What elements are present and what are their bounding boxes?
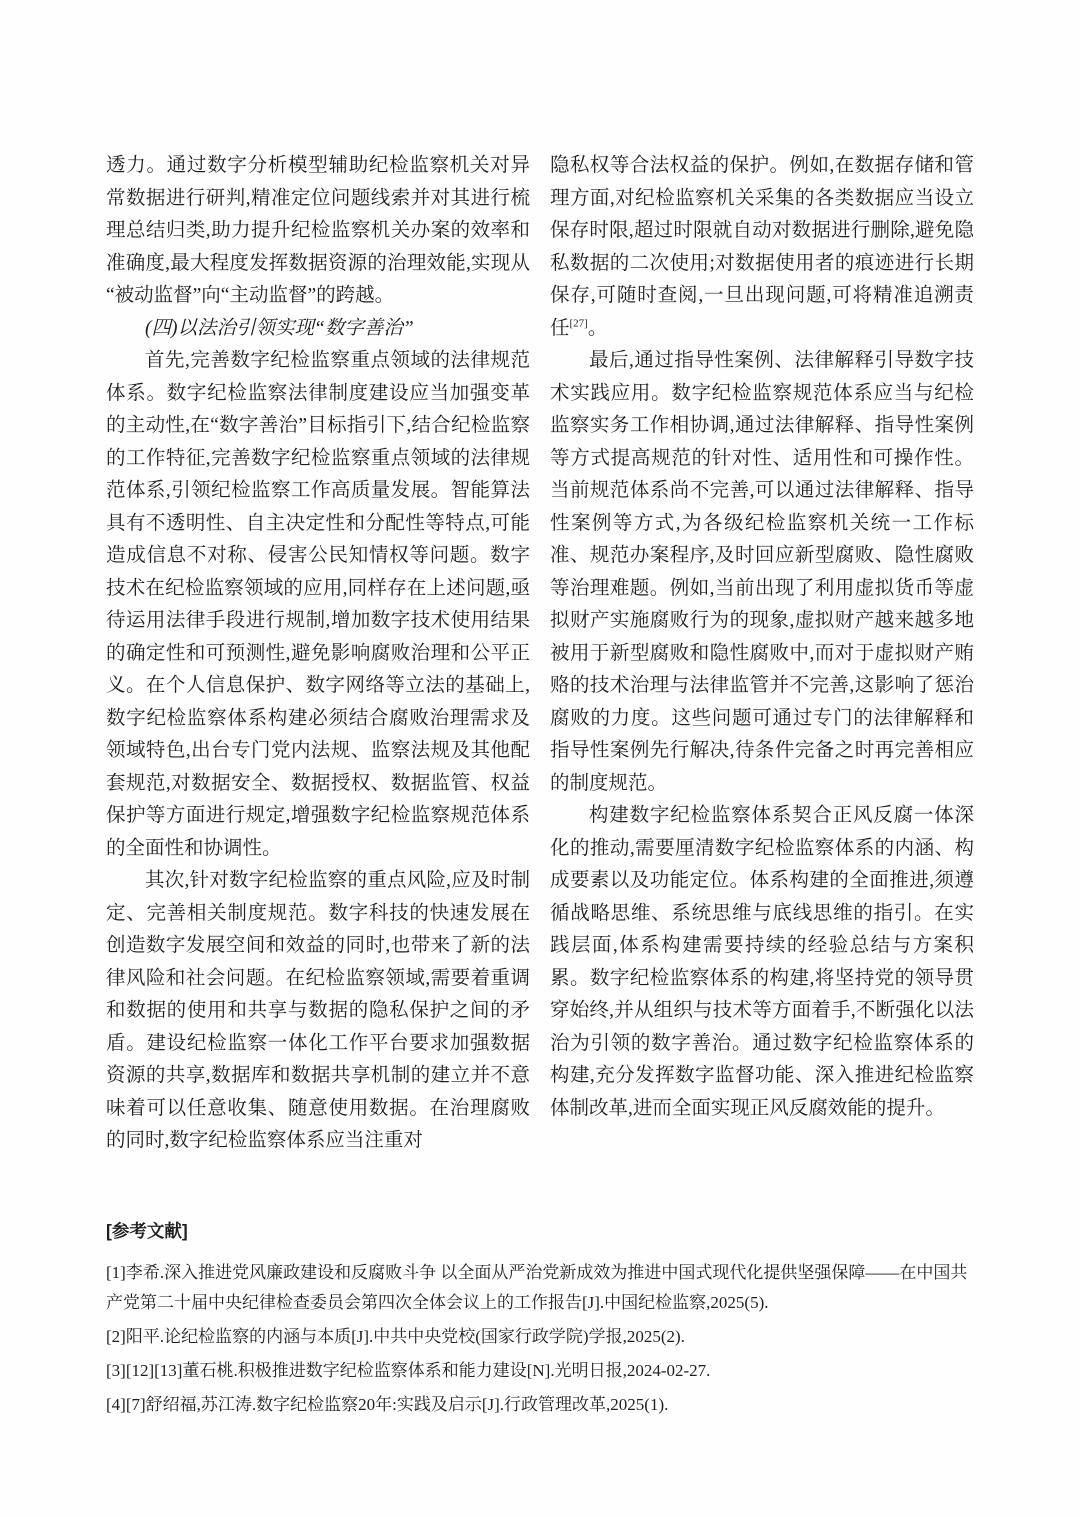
left-column [106, 150, 530, 1158]
paragraph-text: 隐私权等合法权益的保护。例如,在数据存储和管理方面,对纪检监察机关采集的各类数据应当设立保存时限,超过时限就自动对数据进行删除,避免隐私数据的二次使用;对数据使用者的痕迹进行长期保存,可随时查阅,一旦出现问题,可将精准追溯责任 [550, 155, 974, 339]
right-column [550, 150, 974, 1158]
paragraph-continuation: 透力。通过数字分析模型辅助纪检监察机关对异常数据进行研判,精准定位问题线索并对其进行梳理总结归类,助力提升纪检监察机关办案的效率和准确度,最大程度发挥数据资源的治理效能,实现从“被动监督”向“主动监督”的跨越。 [106, 155, 530, 306]
reference-item: [1]李希.深入推进党风廉政建设和反腐败斗争 以全面从严治党新成效为推进中国式现代化提供坚强保障——在中国共产党第二十届中央纪律检查委员会第四次全体会议上的工作报告[J].中国纪检监察,2025(5). [106, 1263, 968, 1312]
reference-item: [4][7]舒绍福,苏江涛.数字纪检监察20年:实践及启示[J].行政管理改革,2025(1). [106, 1395, 669, 1414]
paragraph-continuation [550, 150, 974, 345]
reference-item: [3][12][13]董石桃.积极推进数字纪检监察体系和能力建设[N].光明日报,2024-02-27. [106, 1361, 711, 1380]
references-heading: [参考文献] [106, 1221, 188, 1241]
citation-superscript: [27] [569, 317, 588, 329]
paragraph: 构建数字纪检监察体系契合正风反腐一体深化的推动,需要厘清数字纪检监察体系的内涵、构成要素以及功能定位。体系构建的全面推进,须遵循战略思维、系统思维与底线思维的指引。在实践层面,体系构建需要持续的经验总结与方案积累。数字纪检监察体系的构建,将坚持党的领导贯穿始终,并从组织与技术等方面着手,不断强化以法治为引领的数字善治。通过数字纪检监察体系的构建,充分发挥数字监督功能、深入推进纪检监察体制改革,进而全面实现正风反腐效能的提升。 [550, 805, 974, 1119]
paragraph: 其次,针对数字纪检监察的重点风险,应及时制定、完善相关制度规范。数字科技的快速发展在创造数字发展空间和效益的同时,也带来了新的法律风险和社会问题。在纪检监察领域,需要着重调和数据的使用和共享与数据的隐私保护之间的矛盾。建设纪检监察一体化工作平台要求加强数据资源的共享,数据库和数据共享机制的建立并不意味着可以任意收集、随意使用数据。在治理腐败的同时,数字纪检监察体系应当注重对 [106, 870, 530, 1151]
section-heading: (四)以法治引领实现“数字善治” [145, 317, 414, 339]
article-columns [106, 150, 974, 1158]
paragraph: 首先,完善数字纪检监察重点领域的法律规范体系。数字纪检监察法律制度建设应当加强变革的主动性,在“数字善治”目标指引下,结合纪检监察的工作特征,完善数字纪检监察重点领域的法律规范体系,引领纪检监察工作高质量发展。智能算法具有不透明性、自主决定性和分配性等特点,可能造成信息不对称、侵害公民知情权等问题。数字技术在纪检监察领域的应用,同样存在上述问题,亟待运用法律手段进行规制,增加数字技术使用结果的确定性和可预测性,避免影响腐败治理和公平正义。在个人信息保护、数字网络等立法的基础上,数字纪检监察体系构建必须结合腐败治理需求及领域特色,出台专门党内法规、监察法规及其他配套规范,对数据安全、数据授权、数据监管、权益保护等方面进行规定,增强数字纪检监察规范体系的全面性和协调性。 [106, 350, 530, 859]
paragraph-text: 。 [587, 317, 608, 339]
reference-item: [2]阳平.论纪检监察的内涵与本质[J].中共中央党校(国家行政学院)学报,2025(2). [106, 1327, 685, 1346]
paragraph: 最后,通过指导性案例、法律解释引导数字技术实践应用。数字纪检监察规范体系应当与纪检监察实务工作相协调,通过法律解释、指导性案例等方式提高规范的针对性、适用性和可操作性。当前规范体系尚不完善,可以通过法律解释、指导性案例等方式,为各级纪检监察机关统一工作标准、规范办案程序,及时回应新型腐败、隐性腐败等治理难题。例如,当前出现了利用虚拟货币等虚拟财产实施腐败行为的现象,虚拟财产越来越多地被用于新型腐败和隐性腐败中,而对于虚拟财产贿赂的技术治理与法律监管并不完善,这影响了惩治腐败的力度。这些问题可通过专门的法律解释和指导性案例先行解决,待条件完备之时再完善相应的制度规范。 [550, 350, 974, 794]
references-section [106, 1216, 974, 1424]
